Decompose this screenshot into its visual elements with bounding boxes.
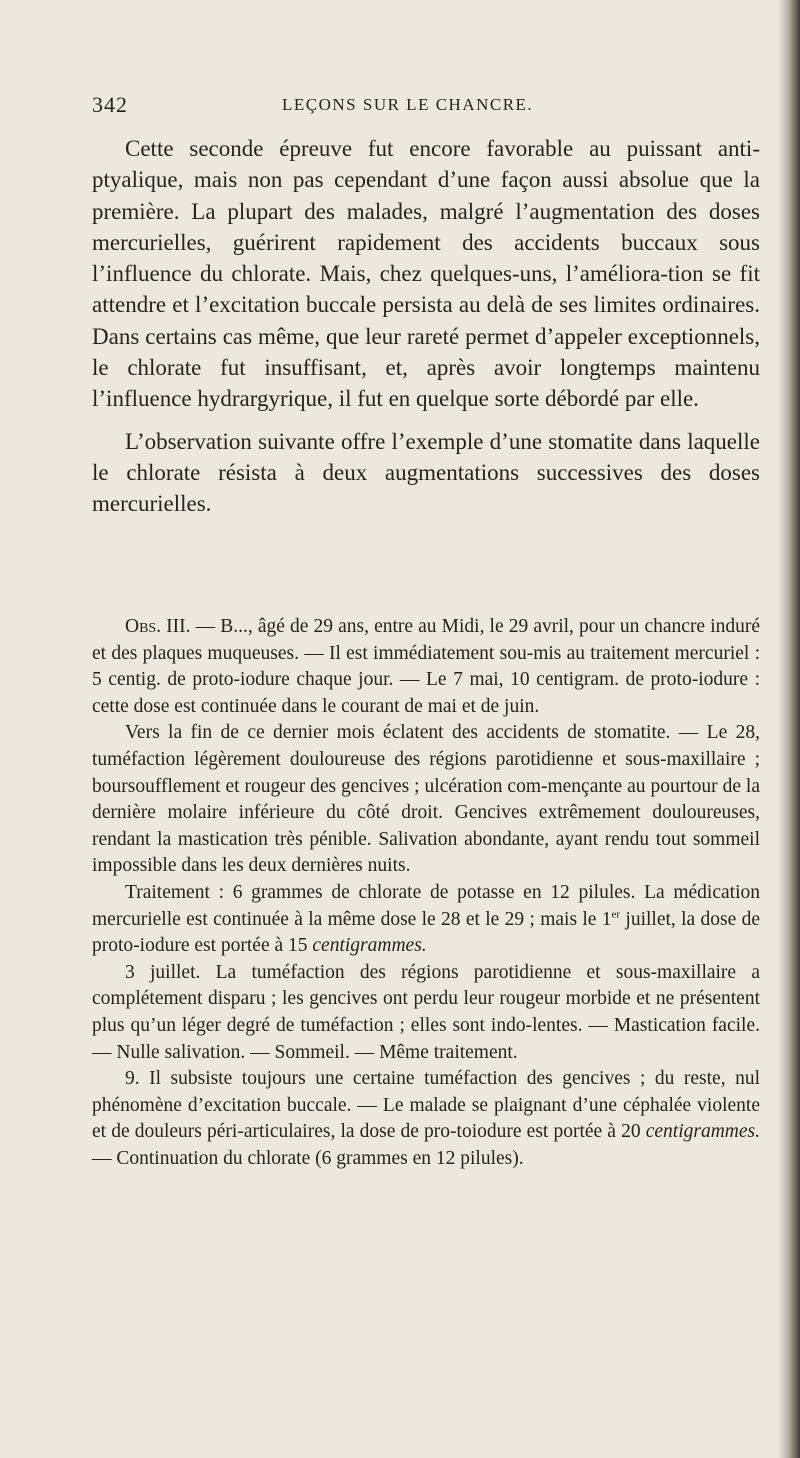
obs-p5-after: — Continuation du chlorate (6 grammes en 12 pilules). xyxy=(92,1147,524,1169)
running-title: LEÇONS SUR LE CHANCRE. xyxy=(282,95,534,114)
obs-p5-italic: centigrammes. xyxy=(645,1121,760,1143)
page-edge-shadow xyxy=(778,0,800,1458)
paragraph-2: L’observation suivante offre l’exemple d’une stomatite dans laquelle le chlorate résista à deux augmentations successives des doses mercurielles. xyxy=(92,428,760,517)
page-header xyxy=(92,92,752,132)
observation-paragraph-4: 3 juillet. La tuméfaction des régions parotidienne et sous-maxillaire a complétement disparu ; les gencives ont perdu leur rougeur morbide et ne présentent plus qu’un léger degré de tuméfaction ; elles sont indo-lentes. — Mastication facile. — Nulle salivation. — Sommeil. — Même traitement. xyxy=(92,961,760,1063)
obs-p3-superscript: er xyxy=(611,908,621,921)
observation-paragraph-3 xyxy=(92,880,760,960)
obs-p5-text: 9. Il subsiste toujours une certaine tuméfaction des gencives ; du reste, nul phénomène d’excitation buccale. — Le malade se plaignant d’une céphalée violente et de douleurs péri-articulaires, la dose de pro-toiodure est portée à 20 xyxy=(92,1068,760,1143)
obs-p3-mid: juillet, la dose de proto-iodure est portée à 15 xyxy=(92,908,760,957)
observation-intro xyxy=(92,614,760,720)
observation-paragraph-2: Vers la fin de ce dernier mois éclatent des accidents de stomatite. — Le 28, tuméfaction légèrement douloureuse des régions parotidienne et sous-maxillaire ; boursoufflement et rougeur des gencives ; ulcération com-mençante au pourtour de la dernière molaire inférieure du côté droit. Gencives extrêmement douloureuses, rendant la mastication très pénible. Salivation abondante, ayant rendu tout sommeil impossible dans les deux dernières nuits. xyxy=(92,722,760,877)
main-text xyxy=(92,133,760,520)
observation-paragraph-5 xyxy=(92,1066,760,1172)
observation-label: Obs. III. xyxy=(125,616,191,637)
paragraph-1: Cette seconde épreuve fut encore favorable au puissant anti-ptyalique, mais non pas cependant d’une façon aussi absolue que la première. La plupart des malades, malgré l’augmentation des doses mercurielles, guérirent rapidement des accidents buccaux sous l’influence du chlorate. Mais, chez quelques-uns, l’améliora-tion se fit attendre et l’excitation buccale persista au delà de ses limites ordinaires. Dans certains cas même, que leur rareté permet d’appeler exceptionnels, le chlorate fut insuffisant, et, après avoir longtemps maintenu l’influence hydrargyrique, il fut en quelque sorte débordé par elle. xyxy=(92,136,760,412)
observation-block xyxy=(92,614,760,1172)
obs-p3-italic: centigrammes. xyxy=(312,935,427,957)
observation-intro-text: — B..., âgé de 29 ans, entre au Midi, le 29 avril, pour un chancre induré et des plaques muqueuses. — Il est immédiatement sou-mis au traitement mercuriel : 5 centig. de proto-iodure chaque jour. — Le 7 mai, 10 centigram. de proto-iodure : cette dose est continuée dans le courant de mai et de juin. xyxy=(92,616,761,717)
page-number: 342 xyxy=(92,92,128,117)
obs-p3-text: Traitement : 6 grammes de chlorate de potasse en 12 pilules. La médication mercurielle est continuée à la même dose le 28 et le 29 ; mais le 1 xyxy=(92,881,760,930)
